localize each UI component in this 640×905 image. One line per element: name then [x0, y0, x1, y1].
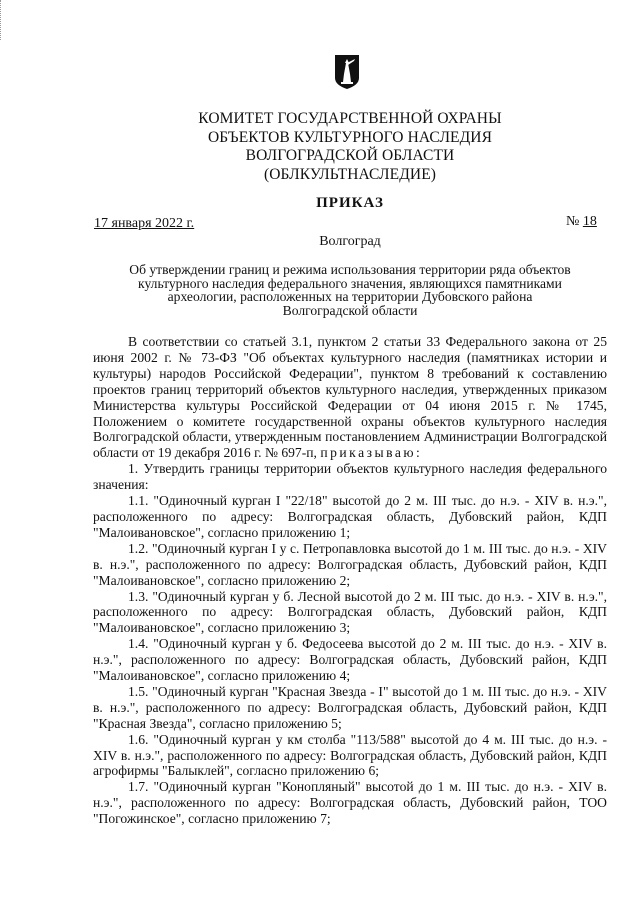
list-item: 1.7. "Одиночный курган "Конопляный" высотой до 1 м. III тыс. до н.э. - XIV в. н.э.", расположенного по адресу: Волгоградская область, Дубовский район, ТОО "Погожинское", согласно приложению 7;: [93, 779, 607, 827]
number-prefix: №: [566, 214, 580, 229]
list-item: 1.4. "Одиночный курган у б. Федосеева высотой до 2 м. III тыс. до н.э. - XIV в. н.э.", расположенного по адресу: Волгоградская область, Дубовский район, КДП "Малоивановское", согласно приложению 4;: [93, 636, 607, 684]
document-title: ПРИКАЗ: [316, 195, 384, 211]
document-city: Волгоград: [319, 234, 381, 249]
subject-line: культурного наследия федерального значения, являющихся памятниками: [138, 275, 562, 291]
committee-line: ОБЪЕКТОВ КУЛЬТУРНОГО НАСЛЕДИЯ: [207, 128, 493, 146]
number-value: 18: [582, 214, 597, 229]
list-item: 1.3. "Одиночный курган у б. Лесной высотой до 2 м. III тыс. до н.э. - XIV в. н.э.", расположенного по адресу: Волгоградская область, Дубовский район, КДП "Малоивановское", согласно приложению 3;: [93, 588, 607, 636]
document-date: 17 января 2022 г.: [94, 216, 195, 231]
preamble-paragraph: [93, 334, 607, 461]
list-item: 1.5. "Одиночный курган "Красная Звезда - I" высотой до 1 м. III тыс. до н.э. - XIV в. н.э.", расположенного по адресу: Волгоградская область, Дубовский район, КДП "Красная Звезда", согласно приложению 5;: [93, 683, 607, 731]
subject-line: Об утверждении границ и режима использования территории ряда объектов: [129, 262, 571, 277]
committee-line: КОМИТЕТ ГОСУДАРСТВЕННОЙ ОХРАНЫ: [198, 110, 502, 127]
scan-edge-mark: [0, 0, 3, 40]
list-item: 1.2. "Одиночный курган I у с. Петропавловка высотой до 1 м. III тыс. до н.э. - XIV в. н.э.", расположенного по адресу: Волгоградская область, Дубовский район, КДП "Малоивановское", согласно приложению 2;: [93, 540, 607, 588]
list-item: 1.6. "Одиночный курган у км столба "113/588" высотой до 4 м. III тыс. до н.э. - XIV в. н.э.", расположенного по адресу: Волгоградская область, Дубовский район, КДП агрофирмы "Балыклей", согласно приложению 6;: [93, 731, 607, 779]
document-subject: [100, 263, 600, 317]
coat-of-arms-icon: [334, 54, 360, 90]
committee-line: (ОБЛКУЛЬТНАСЛЕДИЕ): [263, 165, 437, 183]
committee-name: [150, 110, 550, 184]
subject-line: Волгоградской области: [282, 302, 418, 318]
document-number: [566, 214, 597, 230]
point-1: 1. Утвердить границы территории объектов культурного наследия федерального значения:: [93, 461, 607, 493]
order-word: приказываю:: [320, 445, 423, 461]
preamble-text: В соответствии со статьей 3.1, пунктом 2 статьи 33 Федерального закона от 25 июня 2002 г. № 73-ФЗ "Об объектах культурного наследия (памятниках истории и культуры) народов Российской Федерации", пунктом 8 требований к составлению проектов границ территорий объектов культурного наследия, утвержденных приказом Министерства культуры Российской Федерации от 04 июня 2015 г. № 1745, Положением о комитете государственной охраны объектов культурного наследия Волгоградской области, утвержденным постановлением Администрации Волгоградской области от 19 декабря 2016 г. № 697-п,: [93, 334, 607, 461]
subject-line: археологии, расположенных на территории Дубовского района: [167, 289, 533, 305]
document-body: [93, 334, 607, 827]
committee-line: ВОЛГОГРАДСКОЙ ОБЛАСТИ: [245, 147, 455, 164]
list-item: 1.1. "Одиночный курган I "22/18" высотой до 2 м. III тыс. до н.э. - XIV в. н.э.", расположенного по адресу: Волгоградская область, Дубовский район, КДП "Малоивановское", согласно приложению 1;: [93, 493, 607, 540]
